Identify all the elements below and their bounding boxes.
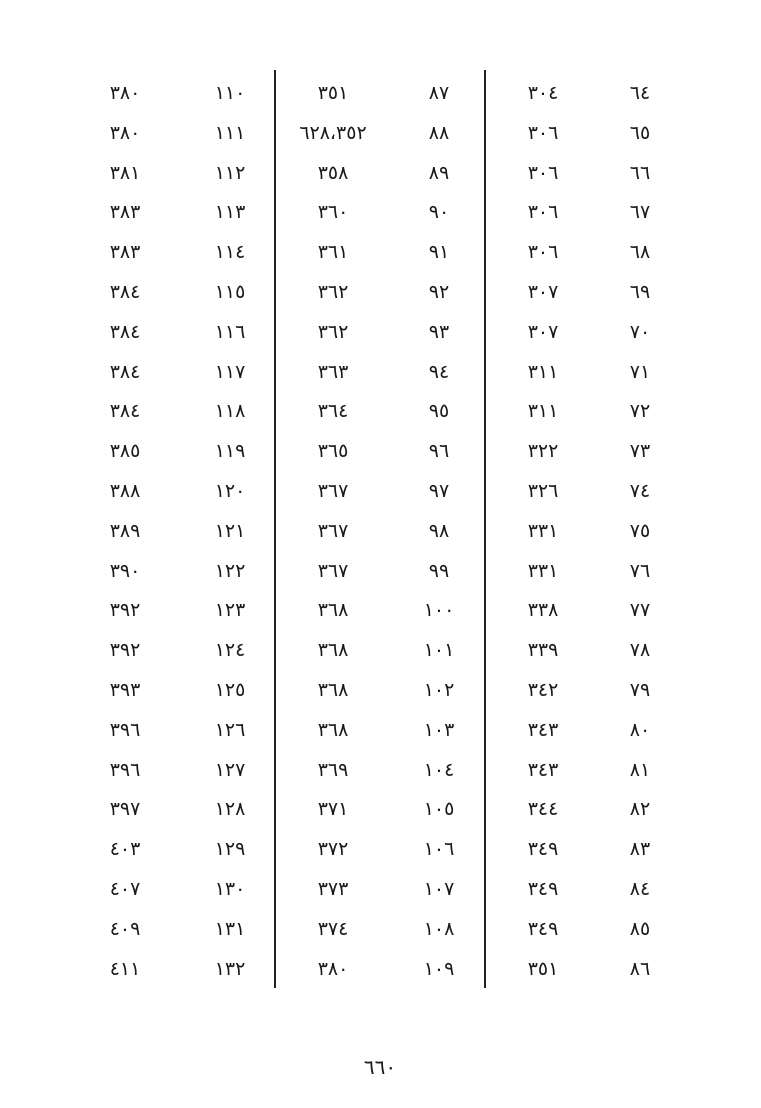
table-cell: ٣٩٧ — [109, 798, 141, 821]
table-cell: ٣٠٦ — [527, 121, 559, 144]
table-cell: ٣٨٥ — [109, 440, 141, 463]
table-cell: ٦٨ — [629, 241, 651, 264]
table-cell: ٩٥ — [428, 400, 450, 423]
table-cell: ٩١ — [428, 241, 450, 264]
table-cell: ١٢٧ — [214, 758, 246, 781]
table-cell: ٣٦٨ — [317, 678, 349, 701]
table-cell: ٣٦٩ — [317, 758, 349, 781]
table-cell: ٣٨٨ — [109, 479, 141, 502]
table-cell: ٣٤٩ — [527, 877, 559, 900]
table-cell: ٣٧٢ — [317, 838, 349, 861]
table-cell: ٦٩ — [629, 280, 651, 303]
table-cell: ٣٨٣ — [109, 201, 141, 224]
table-cell: ٣٨٣ — [109, 241, 141, 264]
table-cell: ٧٠ — [629, 320, 651, 343]
table-cell: ١٢٩ — [214, 838, 246, 861]
table-cell: ٩٣ — [428, 320, 450, 343]
table-cell: ٣٥١ — [527, 957, 559, 980]
table-cell: ٣٠٤ — [527, 82, 559, 104]
table-cell: ٨٦ — [629, 957, 651, 980]
table-cell: ٧١ — [629, 360, 651, 383]
table-cell: ٣٠٧ — [527, 280, 559, 303]
table-cell: ١١٧ — [214, 360, 246, 383]
table-cell: ١٢٨ — [214, 798, 246, 821]
table-cell: ١٢٢ — [214, 559, 246, 582]
table-cell: ٣٠٦ — [527, 161, 559, 184]
table-cell: ٧٣ — [629, 440, 651, 463]
table-cell: ٣٤٢ — [527, 678, 559, 701]
table-cell: ٣٦٧ — [317, 519, 349, 542]
table-cell: ٨٠ — [629, 718, 651, 741]
table-cell: ٣٦٤ — [317, 400, 349, 423]
table-cell: ٣٨٩ — [109, 519, 141, 542]
table-cell: ٧٥ — [629, 519, 651, 542]
table-cell: ١٠٤ — [423, 758, 455, 781]
table-cell: ٣٩٣ — [109, 678, 141, 701]
table-cell: ٣٨٤ — [109, 400, 141, 423]
table-cell: ١١٥ — [214, 280, 246, 303]
table-cell: ٤٠٣ — [109, 838, 141, 861]
page-number: ٦٦٠ — [363, 1055, 397, 1079]
table-cell: ٩٩ — [428, 559, 450, 582]
table-cell: ١٠٥ — [423, 798, 455, 821]
table-cell: ٨٧ — [428, 82, 450, 104]
table-cell: ٣٩٢ — [109, 599, 141, 622]
table-cell: ٨٥ — [629, 917, 651, 940]
table-cell: ٦٧ — [629, 201, 651, 224]
table-cell: ١٢٠ — [214, 479, 246, 502]
table-cell: ١٢٤ — [214, 639, 246, 662]
table-cell: ٩٤ — [428, 360, 450, 383]
table-cell: ٣٨٤ — [109, 280, 141, 303]
table-cell: ٣٤٩ — [527, 838, 559, 861]
table-cell: ٣٦٨ — [317, 718, 349, 741]
table-cell: ٣٦٧ — [317, 559, 349, 582]
table-cell: ٣٦٥ — [317, 440, 349, 463]
table-cell: ٣٣٩ — [527, 639, 559, 662]
table-cell: ١٢١ — [214, 519, 246, 542]
table-cell: ٣٧٣ — [317, 877, 349, 900]
table-cell: ٣٣١ — [527, 519, 559, 542]
table-cell: ١٠٩ — [423, 957, 455, 980]
table-cell: ٣٥١ — [317, 82, 349, 104]
table-cell: ٣٣١ — [527, 559, 559, 582]
table-cell: ٣٦٣ — [317, 360, 349, 383]
table-cell: ٣١١ — [527, 360, 559, 383]
table-cell: ٣٨٠ — [109, 121, 141, 144]
table-cell: ٣٣٨ — [527, 599, 559, 622]
table-cell: ٨٢ — [629, 798, 651, 821]
table-cell: ٧٩ — [629, 678, 651, 701]
table-cell: ١١٨ — [214, 400, 246, 423]
table-cell: ٣٤٩ — [527, 917, 559, 940]
table-cell: ٤٠٧ — [109, 877, 141, 900]
table-cell: ١٠٧ — [423, 877, 455, 900]
table-cell: ١٠٣ — [423, 718, 455, 741]
table-cell: ١١١ — [214, 121, 246, 144]
table-cell: ٩٧ — [428, 479, 450, 502]
table-cell: ٣٩٦ — [109, 718, 141, 741]
table-cell: ٦٦ — [629, 161, 651, 184]
table-cell: ٣٤٣ — [527, 758, 559, 781]
table-cell: ١١٩ — [214, 440, 246, 463]
table-cell: ٣٨٠ — [317, 957, 349, 980]
table-cell: ٧٢ — [629, 400, 651, 423]
table-cell: ٣٧١ — [317, 798, 349, 821]
table-cell: ٨٣ — [629, 838, 651, 861]
table-cell: ٣٢٢ — [527, 440, 559, 463]
table-cell: ٣٦١ — [317, 241, 349, 264]
table-cell: ١٢٥ — [214, 678, 246, 701]
table-cell: ١١٦ — [214, 320, 246, 343]
table-cell: ٣٤٣ — [527, 718, 559, 741]
table-cell: ٣٨٤ — [109, 320, 141, 343]
table-cell: ٣٤٤ — [527, 798, 559, 821]
table-cell: ٩٢ — [428, 280, 450, 303]
table-cell: ٣٨١ — [109, 161, 141, 184]
table-cell: ٧٤ — [629, 479, 651, 502]
table-cell: ٣٠٧ — [527, 320, 559, 343]
table-column — [379, 74, 499, 989]
table-cell: ٣٦٢ — [317, 280, 349, 303]
table-cell: ٣٥٨ — [317, 161, 349, 184]
table-column — [65, 74, 185, 989]
table-cell: ٨١ — [629, 758, 651, 781]
table-cell: ١٣٢ — [214, 957, 246, 980]
table-cell: ٦٢٨،٣٥٢ — [299, 121, 367, 144]
table-cell: ٨٨ — [428, 121, 450, 144]
table-cell: ١١٣ — [214, 201, 246, 224]
table-column — [170, 74, 290, 989]
table-cell: ١٠٢ — [423, 678, 455, 701]
table-cell: ١٣٠ — [214, 877, 246, 900]
table-cell: ١٠٨ — [423, 917, 455, 940]
table-cell: ٤١١ — [109, 957, 141, 980]
table-cell: ٣٠٦ — [527, 201, 559, 224]
table-cell: ٨٩ — [428, 161, 450, 184]
table-cell: ٩٠ — [428, 201, 450, 224]
table-cell: ٨٤ — [629, 877, 651, 900]
table-cell: ٣٦٨ — [317, 639, 349, 662]
table-cell: ٣٦٢ — [317, 320, 349, 343]
table-cell: ٣٠٦ — [527, 241, 559, 264]
table-cell: ٣٧٤ — [317, 917, 349, 940]
table-cell: ١١٤ — [214, 241, 246, 264]
table-cell: ٣٦٠ — [317, 201, 349, 224]
table-cell: ٣٨٤ — [109, 360, 141, 383]
table-column — [483, 74, 603, 989]
table-cell: ٦٥ — [629, 121, 651, 144]
table-cell: ٧٨ — [629, 639, 651, 662]
table-cell: ٧٧ — [629, 599, 651, 622]
table-cell: ٩٨ — [428, 519, 450, 542]
table-cell: ٩٦ — [428, 440, 450, 463]
table-cell: ١٠١ — [423, 639, 455, 662]
table-cell: ٣٦٧ — [317, 479, 349, 502]
table-cell: ٣٩٦ — [109, 758, 141, 781]
table-cell: ٣٨٠ — [109, 82, 141, 104]
table-cell: ١٠٦ — [423, 838, 455, 861]
table-cell: ١٢٣ — [214, 599, 246, 622]
table-cell: ٣٩٠ — [109, 559, 141, 582]
table-cell: ١١٢ — [214, 161, 246, 184]
table-cell: ٣٦٨ — [317, 599, 349, 622]
table-column — [273, 74, 393, 989]
table-cell: ٣٢٦ — [527, 479, 559, 502]
table-cell: ١١٠ — [214, 82, 246, 104]
table-cell: ١٢٦ — [214, 718, 246, 741]
table-cell: ٦٤ — [629, 82, 651, 104]
table-cell: ١٣١ — [214, 917, 246, 940]
table-cell: ٧٦ — [629, 559, 651, 582]
table-cell: ٣٩٢ — [109, 639, 141, 662]
table-cell: ٣١١ — [527, 400, 559, 423]
table-cell: ١٠٠ — [423, 599, 455, 622]
table-cell: ٤٠٩ — [109, 917, 141, 940]
